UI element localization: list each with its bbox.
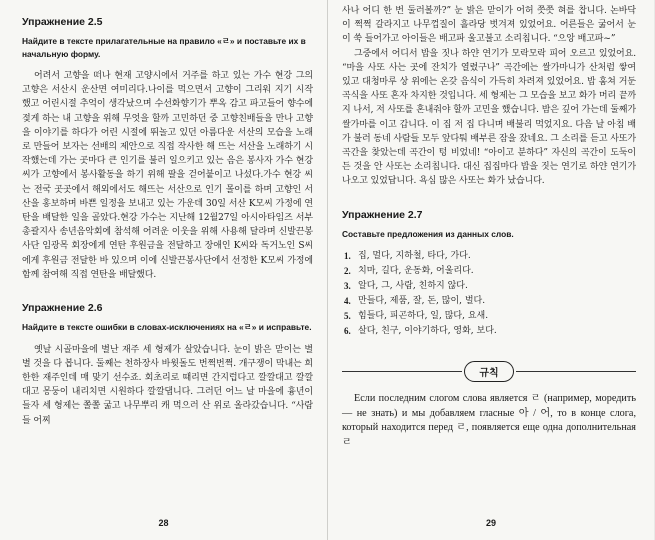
page-left (0, 0, 327, 540)
story-text: 그중에서 어디서 밥을 짓나 하얀 연기가 모락모락 피어 오르고 있었어요. “마을 사또 사는 곳에 잔치가 열렸구나” 곡간에는 쌀가마니가 산처럼 쌓여 있고 대청마루 상 위에는 온갖 음식이 가득히 차려져 있었어요. 밥 훔쳐 거둔 곡식을 사또 혼자 차지한 것입니다. 세 형제는 그 모습을 보고 화가 머리 끝까지 나서, 저 사또를 혼내줘야 할까 고민을 했습니다. 밤은 깊어 가는데 둘째가 쌀가마를 이고 갑니다. 이 집 저 집 다니며 배불리 먹었지요. 다음 날 아침 배가 불러 동네 사람들 모두 앞다퉈 배부른 잠을 잤네요. 그 소리를 듣고 사또가 곡간을 찾았는데 곡간이 텅 비었네! “아이고 분하다” 자신의 곡간이 도둑이 든 것을 안 사또는 소리칩니다. 대신 집집마다 밥을 짓는 연기로 하얀 연기가 나오고 있었답니다. 욕심 많은 사또는 화가 났습니다. (342, 48, 636, 187)
page-number: 28 (158, 518, 169, 528)
word-list (344, 249, 636, 339)
list-item: 1. 집, 멀다, 지하철, 타다, 가다. (344, 251, 471, 262)
list-item: 2. 치마, 길다, 운동화, 어울리다. (344, 266, 474, 277)
list-item: 6. 살다, 친구, 이야기하다, 영화, 보다. (344, 326, 497, 337)
page-number: 29 (485, 518, 496, 528)
list-item: 4. 만들다, 제품, 잘, 돈, 많이, 벌다. (344, 296, 486, 307)
exercise-instruction: Найдите в тексте ошибки в словах-исключениях на «ㄹ» и исправьте. (22, 322, 312, 333)
exercise-title: Упражнение 2.6 (22, 302, 103, 315)
rule-header (342, 361, 636, 382)
exercise-title: Упражнение 2.5 (22, 16, 103, 28)
rule-text: Если последним слогом слова является ㄹ (например, моредить — не знать) и мы добавляем гласные 아 / 어, то в конце слога, который находится перед ㄹ, появляется еще одна дополнительная ㄹ (342, 393, 636, 448)
rule-label: 규칙 (464, 361, 513, 382)
exercise-instruction: Найдите в тексте прилагательные на правило «ㄹ» и поставьте их в начальную форму. (22, 36, 306, 59)
rule-divider (516, 371, 636, 372)
list-item: 3. 알다, 그, 사람, 친하지 않다. (344, 281, 468, 292)
exercise-instruction: Составьте предложения из данных слов. (342, 228, 514, 239)
exercise-text: 어려서 고향을 떠나 현재 고양시에서 거주를 하고 있는 가수 현강 그의 고향은 서산시 운산면 여미리다.나이를 먹으면서 고향이 그리워 지기 시작했고 어린시절 추억이 생각났으며 수선화향기가 뿌옥 감고 파고들어 향수에 젖게 하는 내 고향을 위해 무엇을 할까 고민하던 중 고향친배들을 만나 고향을 이야기를 하다가 어린 시절에 뛰놀고 있던 아름다운 서산의 모습을 노래로 만들어 보자는 선배의 제안으로 직접 작사한 해 뜨는 서산을 노래하기 시작했는데 가는 곳마다 큰 인기를 불러 일으키고 있는 음은 봉사자 가수 현강 씨가 고향에서 봉사활동을 하기 위해 팔을 걷어붙이고 나섰다.가수 현강 씨는 전국 곳곳에서 해외에서도 해뜨는 서산으로 인기 몰이를 하며 고향인 서산을 홍보하며 바쁜 일정을 보내고 있는 가운데 30일 서산 K모씨 가정에 연탄을 배달한 일을 골았다.현강 가수는 지난해 12월27일 아시아타임즈 서부총괄지사 송년음악회에 참석해 어려운 이웃을 위해 사용해 달라며 신발끈봉사단 임광목 회장에게 연탄 후원금을 전달하고 장애인 K씨와 독거노인 S씨에게 후원금 전달한 바 있으며 이에 신발끈봉사단에서 선정한 K모씨 가정에 함께 참여해 직접 연탄을 배달했다. (22, 71, 313, 280)
list-item: 5. 힘들다, 피곤하다, 일, 많다, 요새. (344, 311, 489, 322)
story-text: 사나 어디 한 번 둘러볼까?” 눈 밝은 맏이가 어허 쯧쯧 혀를 찹니다. 논바닥이 쩍쩍 갈라지고 나무껍질이 흘라당 벗겨져 있었어요. 어른들은 굶어서 눈이 쑥 들어가고 아이들은 배고파 울고불고 소리칩니다. “으앙 배고파~” (342, 6, 636, 45)
rule-divider (342, 371, 462, 372)
page-right (327, 0, 654, 540)
exercise-text: 옛날 시골마을에 별난 재주 세 형제가 살았습니다. 눈이 밝은 맏이는 별별 것을 다 봅니다. 둘째는 천하장사 바윗돌도 번쩍번쩍. 개구쟁이 막내는 희한한 재주인데 매 맞기 선수죠. 회초리로 때리면 간지럽다고 깔깔대고 깔깔대고 몽둥이 내리치면 시원하다 깔깔댑니다. 그러던 어느 날 마을에 흉년이 들자 세 형제는 쫄쫄 굶고 나무뿌리 캐 먹으러 산 위로 올라갔습니다. “사람들 어찌 (22, 344, 313, 426)
exercise-title: Упражнение 2.7 (342, 208, 423, 221)
